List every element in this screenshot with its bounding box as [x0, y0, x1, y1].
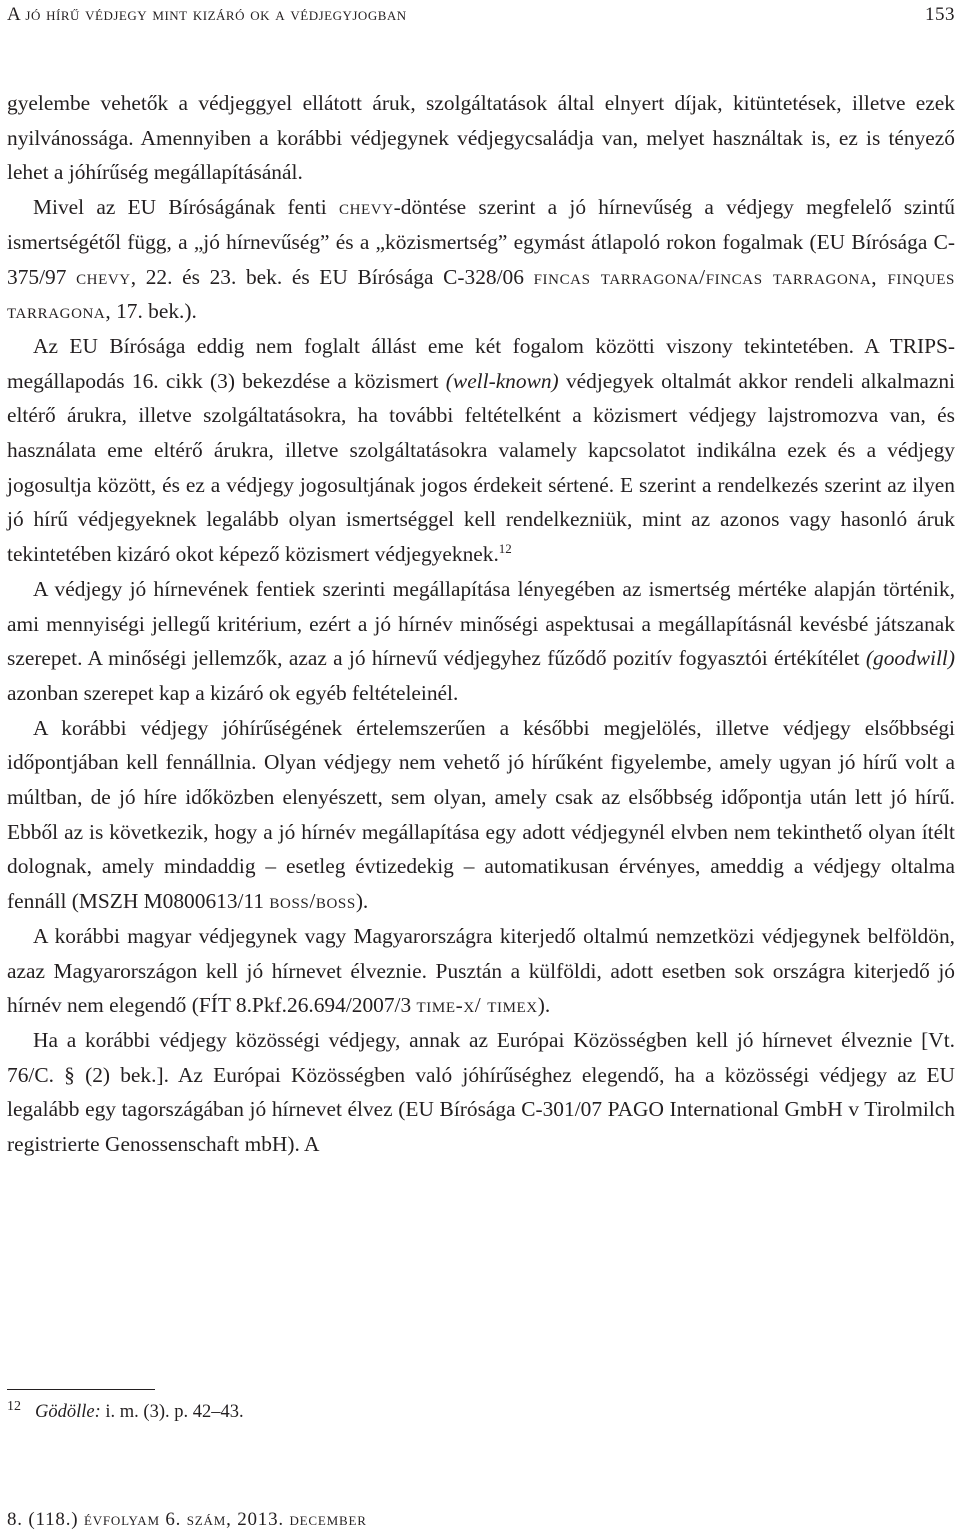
paragraph-2-text-1: Mivel az EU Bíróságának fenti — [33, 195, 339, 220]
case-name-chevy-2: chevy — [76, 264, 131, 289]
paragraph-4 — [7, 572, 955, 711]
footnote-divider — [7, 1389, 155, 1390]
footnote-reference[interactable]: 12 — [498, 541, 512, 557]
case-name-boss: boss/boss — [269, 889, 356, 914]
document-page — [7, 0, 955, 1539]
paragraph-6-text-2: ). — [537, 993, 551, 1018]
page-number: 153 — [925, 4, 955, 25]
footnote-text: i. m. (3). p. 42–43. — [100, 1402, 244, 1422]
paragraph-3-text-1: Az EU Bírósága eddig nem foglalt állást eme két fogalom közötti viszony tekintetében. A TRIPS-megállapodás 16. cikk (3) bekezdése a közismert — [7, 333, 955, 393]
paragraph-5-text-1: A korábbi védjegy jóhírűségének értelemszerűen a későbbi megjelölés, illetve védjegy elsőbbségi időpontjában kell fennállnia. Olyan védjegy nem vehető jó hírűként figyelembe, amely ugyan jó hírű volt a múltban, de jó híre időközben elenyészett, sem olyan, amely csak az elsőbbség időpontja után lett jó hírű. Ebből az is következik, hogy a jó hírnév megállapítása egy adott védjegynél elvben nem tekinthető olyan ítélt dolognak, amely mindaddig – esetleg évtizedekig – automatikusan érvényes, ameddig a védjegy oltalma fennáll (MSZH M0800613/11 — [7, 715, 955, 914]
emphasis-goodwill: (goodwill) — [865, 646, 955, 671]
emphasis-well-known: (well-known) — [445, 368, 559, 393]
paragraph-4-text-2: azonban szerepet kap a kizáró ok egyéb feltételeinél. — [7, 680, 459, 705]
paragraph-5-text-2: ). — [355, 889, 369, 914]
paragraph-3 — [7, 329, 955, 572]
paragraph-2-text-4: , 17. bek.). — [105, 299, 197, 324]
paragraph-6-text-1: A korábbi magyar védjegynek vagy Magyarországra kiterjedő oltalmú nemzetközi védjegynek belföldön, azaz Magyarországon kell jó hírnevet élveznie. Pusztán a külföldi, adott esetben sok országra kiterjedő jó hírnév nem elegendő (FÍT 8.Pkf.26.694/2007/3 — [7, 923, 955, 1018]
body-text — [7, 86, 955, 1162]
paragraph-6 — [7, 919, 955, 1023]
paragraph-3-text-2: védjegyek oltalmát akkor rendeli alkalmazni eltérő árukra, illetve szolgáltatásokra, ha további feltételként a közismert védjegy lajstromozva van, és használata eme eltérő árukra, illetve szolgáltatásokra valamely kapcsolatot indikálna ezek és a védjegy jogosultja között, és ez a védjegy jogosultjának jogos érdekeit sértené. E szerint a rendelkezés szerint az ilyen jó hírű védjegyeknek legalább olyan ismertséggel kell rendelkezniük, mint az azonos vagy hasonló áruk tekintetében kizáró okot képező közismert védjegyeknek. — [7, 368, 955, 567]
running-header — [7, 4, 955, 30]
page-footer: 8. (118.) évfolyam 6. szám, 2013. december — [7, 1509, 367, 1530]
paragraph-1-text: gyelembe vehetők a védjeggyel ellátott áruk, szolgáltatások által elnyert díjak, kitüntetések, illetve ezek nyilvánossága. Amennyiben a korábbi védjegynek védjegycsaládja van, melyet használtak is, ez is tényező lehet a jóhírűség megállapításánál. — [7, 91, 955, 185]
case-name-timex: time-x/ timex — [416, 993, 538, 1018]
paragraph-2-text-3: , 22. és 23. bek. és EU Bírósága C-328/06 — [130, 264, 534, 289]
paragraph-2 — [7, 190, 955, 329]
paragraph-5 — [7, 711, 955, 919]
paragraph-1 — [7, 86, 955, 190]
paragraph-4-text-1: A védjegy jó hírnevének fentiek szerinti megállapítása lényegében az ismertség mértéke alapján történik, ami mennyiségi jellegű kritérium, ezért a jó hírnév minőségi aspektusai a megállapításnál kevésbé játszanak szerepet. A minőségi jellemzők, azaz a jó hírnevű védjegyhez fűződő pozitív fogyasztói értékítélet — [7, 576, 955, 671]
footnote-author: Gödölle: — [35, 1402, 101, 1422]
paragraph-2-text-2: -döntése szerint a jó hírnevűség a védjegy megfelelő szintű ismertségétől függ, a „jó hírnevűség” és a „közismertség” egymást átlapoló rokon fogalmak (EU Bírósága C-375/97 — [7, 195, 955, 289]
paragraph-7-text: Ha a korábbi védjegy közösségi védjegy, annak az Európai Közösségben kell jó hírnevet élveznie [Vt. 76/C. § (2) bek.]. Az Európai Közösségben való jóhírűséghez elegendő, ha a közösségi védjegy az EU legalább egy tagországában jó hírnevet élvez (EU Bírósága C-301/07 PAGO International GmbH v Tirolmilch registrierte Genossenschaft mbH). A — [7, 1027, 955, 1157]
running-header-title: A jó hírű védjegy mint kizáró ok a védjegyjogban — [7, 4, 407, 25]
footnote — [7, 1399, 244, 1425]
case-name-chevy: chevy — [339, 195, 394, 220]
paragraph-7 — [7, 1023, 955, 1162]
case-name-fincas-tarragona: fincas tarragona/fincas tarragona, finques tarragona — [7, 264, 956, 324]
footnote-number: 12 — [7, 1398, 21, 1414]
